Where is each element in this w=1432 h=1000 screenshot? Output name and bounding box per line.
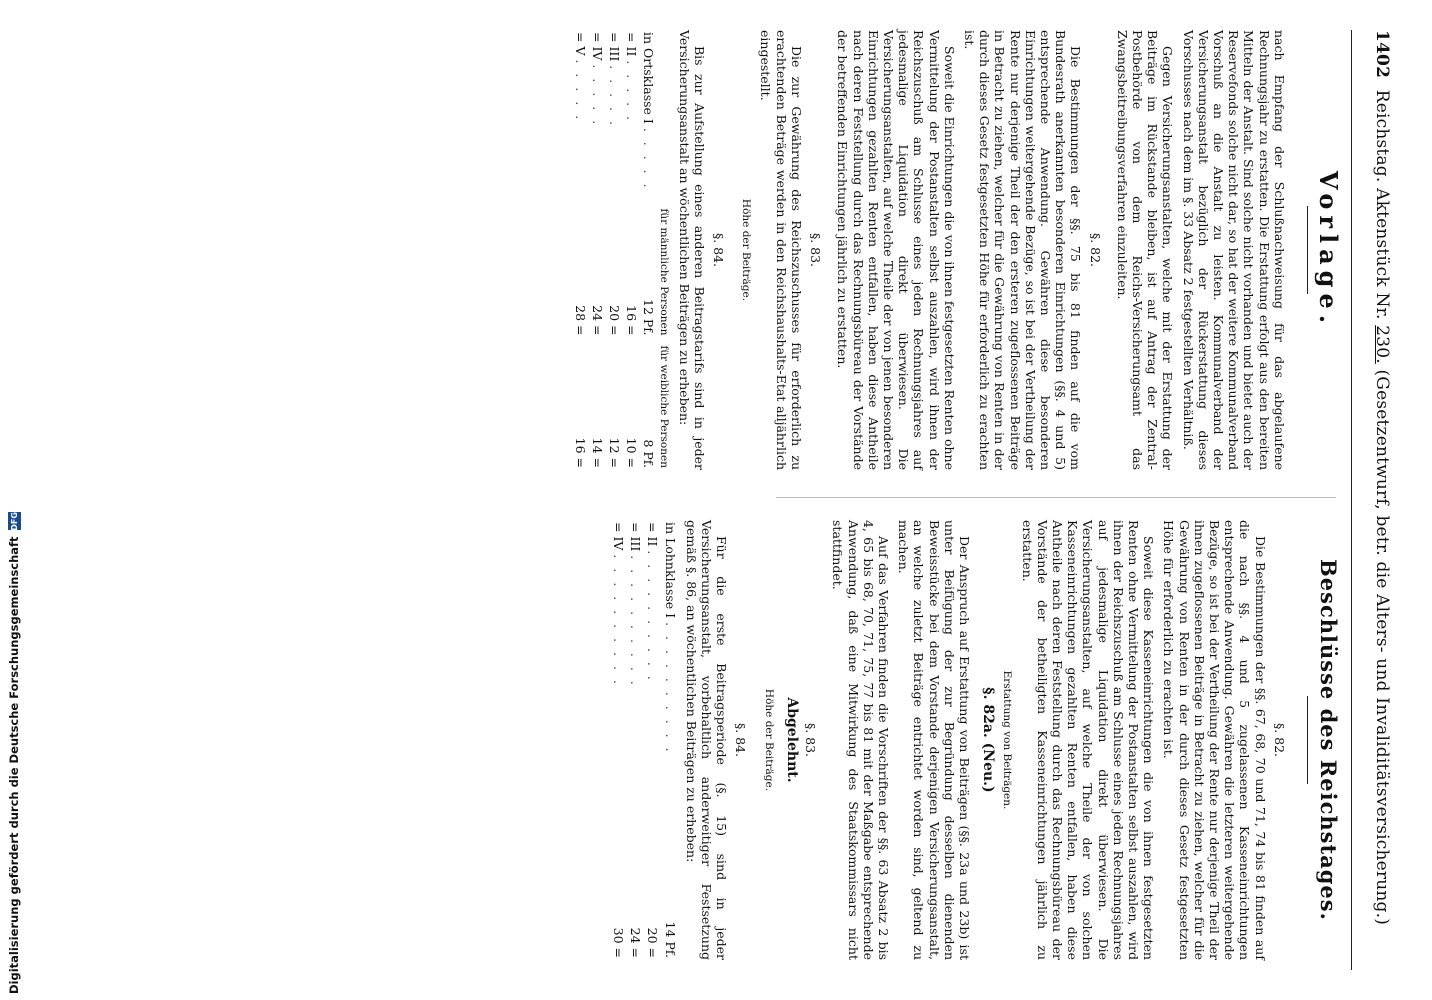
column-beschluesse (136, 520, 1341, 960)
row-label: III (607, 46, 623, 62)
row-value: 14 Pf. (662, 921, 678, 958)
ditto-mark: = (645, 522, 661, 533)
row-female: 10 = (624, 437, 640, 468)
vorlage-rates-header (657, 30, 671, 470)
ditto-mark: = (628, 522, 644, 533)
ditto-mark: = (589, 32, 605, 43)
header-aktenstueck: Aktenstück Nr. (1372, 188, 1392, 320)
rotated-sheet (72, 30, 1392, 970)
vorlage-intro-paragraph-2: Gegen Versicherungsanstalten, welche mit der Erstattung der Beiträge im Rückstande bleiben, ist auf Antrag der Zentral-Postbehörde von dem Reichs-Versicherungsamt das Zwangsbeitreibungsverfahren einzuleiten. (1114, 30, 1176, 470)
vorlage-title: Vorlage. (1307, 30, 1336, 470)
beschluesse-section-82-paragraph-2: Soweit diese Kasseneinrichtungen die von ihnen festgesetzten Renten ohne Vermittelung der Postanstalten selbst auszahlen, wird ihnen der Reichszuschuß am Schlusse eines jeden Rechnungsjahres auf jedesmalige Liquidation direkt überwiesen. Die Versicherungsanstalten, auf welche Theile der von solchen Kasseneinrichtungen gezahlten Renten entfallen, haben diese Antheile nach deren Feststellung durch das Rechnungsbüreau der Vorstände der betheiligten Kasseneinrichtungen jährlich zu erstatten. (1019, 520, 1157, 960)
header-male: für männliche Personen (658, 208, 671, 336)
beschluesse-contributions-heading: Höhe der Beiträge. (762, 688, 775, 792)
row-male: 12 Pf. (641, 299, 657, 336)
vorlage-section-82-paragraph-1: Die Bestimmungen der §§. 75 bis 81 finden auf die vom Bundesrath anerkannten besonderen Einrichtungen (§§. 4 und 5) entsprechende Anwendung. Gewähren diese besonderen Einrichtungen weitergehende Bezüge, so ist bei der Vertheilung der Rente nur derjenige Theil der den ersteren zugeflossenen Beiträge in Betracht zu ziehen, welcher für die Gewährung von Renten in der durch dieses Gesetz festgesetzten Höhe für erforderlich zu erachten ist. (961, 30, 1084, 470)
beschluesse-section-83-label: §. 83. (803, 722, 819, 758)
header-rule (1351, 30, 1352, 970)
footer-text: Digitalisierung gefördert durch die Deutsche Forschungsgemeinschaft (7, 536, 21, 994)
beschluesse-section-82-label: §. 82. (1271, 722, 1287, 758)
page-number: 1402 (1372, 30, 1392, 79)
row-female: 14 = (589, 437, 605, 468)
column-divider (776, 497, 1336, 498)
row-label: IV (589, 46, 605, 61)
table-row: = IV . . . . . 24 = 14 = (589, 32, 605, 468)
digitization-footer (4, 0, 24, 1000)
table-row: = III . . . . . . . . . . 24 = (628, 522, 644, 958)
beschluesse-title: Beschlüsse des Reichstages. (1307, 520, 1336, 960)
header-doc-number: 230. (1372, 325, 1392, 364)
row-label: in Ortsklasse I (641, 32, 657, 124)
row-label: IV (611, 536, 627, 551)
ditto-mark: = (572, 32, 588, 43)
vorlage-section-82-label: §. 82. (1087, 232, 1103, 268)
vorlage-section-82-paragraph-2: Soweit die Einrichtungen die von ihnen festgesetzten Renten ohne Vermittelung der Postanstalten selbst auszahlen, wird ihnen der Reichszuschuß am Schlusse eines jeden Rechnungsjahres auf jedesmalige Liquidation direkt überwiesen. Die Versicherungsanstalten, auf welche Theile der von jenen besonderen Einrichtungen gezahlten Renten entfallen, haben diese Antheile nach deren Feststellung durch das Rechnungsbüreau der Vorstände der betreffenden Einrichtungen jährlich zu erstatten. (835, 30, 957, 470)
beschluesse-section-84-label: §. 84. (733, 722, 749, 758)
header-subject: (Gesetzentwurf, betr. die Alters- und Invaliditätsversicherung.) (1372, 369, 1392, 926)
row-female: 12 = (607, 437, 623, 468)
vorlage-section-83-label: §. 83. (808, 232, 824, 268)
table-row: = V . . . . . 28 = 16 = (572, 32, 588, 468)
table-row: = III . . . . . 20 = 12 = (607, 32, 623, 468)
row-label: III (628, 536, 644, 552)
page-header (1352, 30, 1392, 970)
refund-heading: Erstattung von Beiträgen. (1001, 670, 1014, 810)
table-row: = IV . . . . . . . . . . 30 = (611, 522, 627, 958)
section-82a-paragraph-1: Der Anspruch auf Erstattung von Beiträgen (§§. 23a und 23b) ist unter Beifügung der zur Begründung desselben dienenden Beweisstücke bei dem Vorstande derjenigen Versicherungsanstalt, an welche zuletzt Beiträge entrichtet worden sind, geltend zu machen. (896, 520, 972, 960)
row-male: 24 = (589, 305, 605, 336)
vorlage-section-83-text: Die zur Gewährung des Reichszuschusses für erforderlich zu erachtenden Beträge werden in den Reichshaushalts-Etat alljährlich eingestellt. (758, 30, 804, 470)
row-label: II (624, 46, 640, 57)
row-value: 30 = (611, 927, 627, 958)
row-male: 28 = (572, 305, 588, 336)
section-82a-paragraph-2: Auf das Verfahren finden die Vorschriften der §§. 63 Absatz 2 bis 4, 65 bis 68, 70, 71, 75, 77 bis 81 mit der Maßgabe entsprechende Anwendung, daß eine Mitwirkung des Staatskommissars nicht stattfindet. (830, 520, 891, 960)
vorlage-contributions-heading: Höhe der Beiträge. (740, 198, 753, 302)
rejected-label: Abgelehnt. (783, 697, 800, 783)
vorlage-section-84-label: §. 84. (711, 232, 727, 268)
row-value: 24 = (628, 927, 644, 958)
vorlage-closing-paragraph: Bis zur Aufstellung eines anderen Beitragstarifs sind in jeder Versicherungsanstalt an wöchentlichen Beiträgen zu erheben: (676, 30, 707, 470)
ditto-mark: = (624, 32, 640, 43)
beschluesse-section-84-text: Für die erste Beitragsperiode (§. 15) sind in jeder Versicherungsanstalt, vorbehaltlich anderweitiger Festsetzung gemäß §. 86, an wöchentlichen Beiträgen zu erheben: (683, 520, 730, 960)
ditto-mark: = (611, 522, 627, 533)
row-female: 16 = (572, 437, 588, 468)
row-label: V (572, 46, 588, 56)
table-row: in Lohnklasse I . . . . . . . . . . 14 Pf. (662, 522, 678, 958)
row-label: II (645, 536, 661, 547)
beschluesse-section-82-paragraph-1: Die Bestimmungen der §§. 67, 68, 70 und 71, 74 bis 81 finden auf die nach §§. 4 und 5 zugelassenen Kasseneinrichtungen entsprechende Anwendung. Gewähren die letzteren weitergehende Bezüge, so ist bei der Vertheilung der Rente nur derjenige Theil der ihnen zugeflossenen Beiträge in Betracht zu ziehen, welcher für die Gewährung von Renten in der durch dieses Gesetz festgesetzten Höhe für erforderlich zu erachten ist. (1161, 520, 1268, 960)
row-label: in Lohnklasse I (662, 522, 678, 619)
header-reichstag: Reichstag. (1372, 89, 1392, 183)
row-male: 20 = (607, 305, 623, 336)
ditto-mark: = (607, 32, 623, 43)
table-row: = II . . . . . 16 = 10 = (624, 32, 640, 468)
column-vorlage (136, 30, 1343, 470)
row-value: 20 = (645, 927, 661, 958)
row-male: 16 = (624, 305, 640, 336)
dfg-logo-icon: DFG (9, 512, 19, 531)
header-female: für weibliche Personen (658, 345, 671, 468)
vorlage-rates-table (571, 30, 671, 470)
vorlage-intro-paragraph-1: nach Empfang der Schlußnachweisung für das abgelaufene Rechnungsjahr zu erstatten. Die Erstattung erfolgt aus den bereiten Mitteln der Anstalt. Sind solche nicht vorhanden und bietet auch der Reservefonds solche nicht dar, so hat der weitere Kommunalverband Vorschuß an die Anstalt zu leisten. Kommunalverband der Versicherungsanstalt bezüglich der Rückerstattung dieses Vorschusses nach dem im §. 33 Absatz 2 festgestellten Verhältniß. (1180, 30, 1287, 470)
beschluesse-rates-table (610, 520, 679, 960)
table-row: = II . . . . . . . . . . 20 = (645, 522, 661, 958)
row-female: 8 Pf. (641, 439, 657, 468)
section-82a-label: §. 82a. (Neu.) (980, 687, 997, 793)
table-row: in Ortsklasse I . . . . . 12 Pf. 8 Pf. (641, 32, 657, 468)
